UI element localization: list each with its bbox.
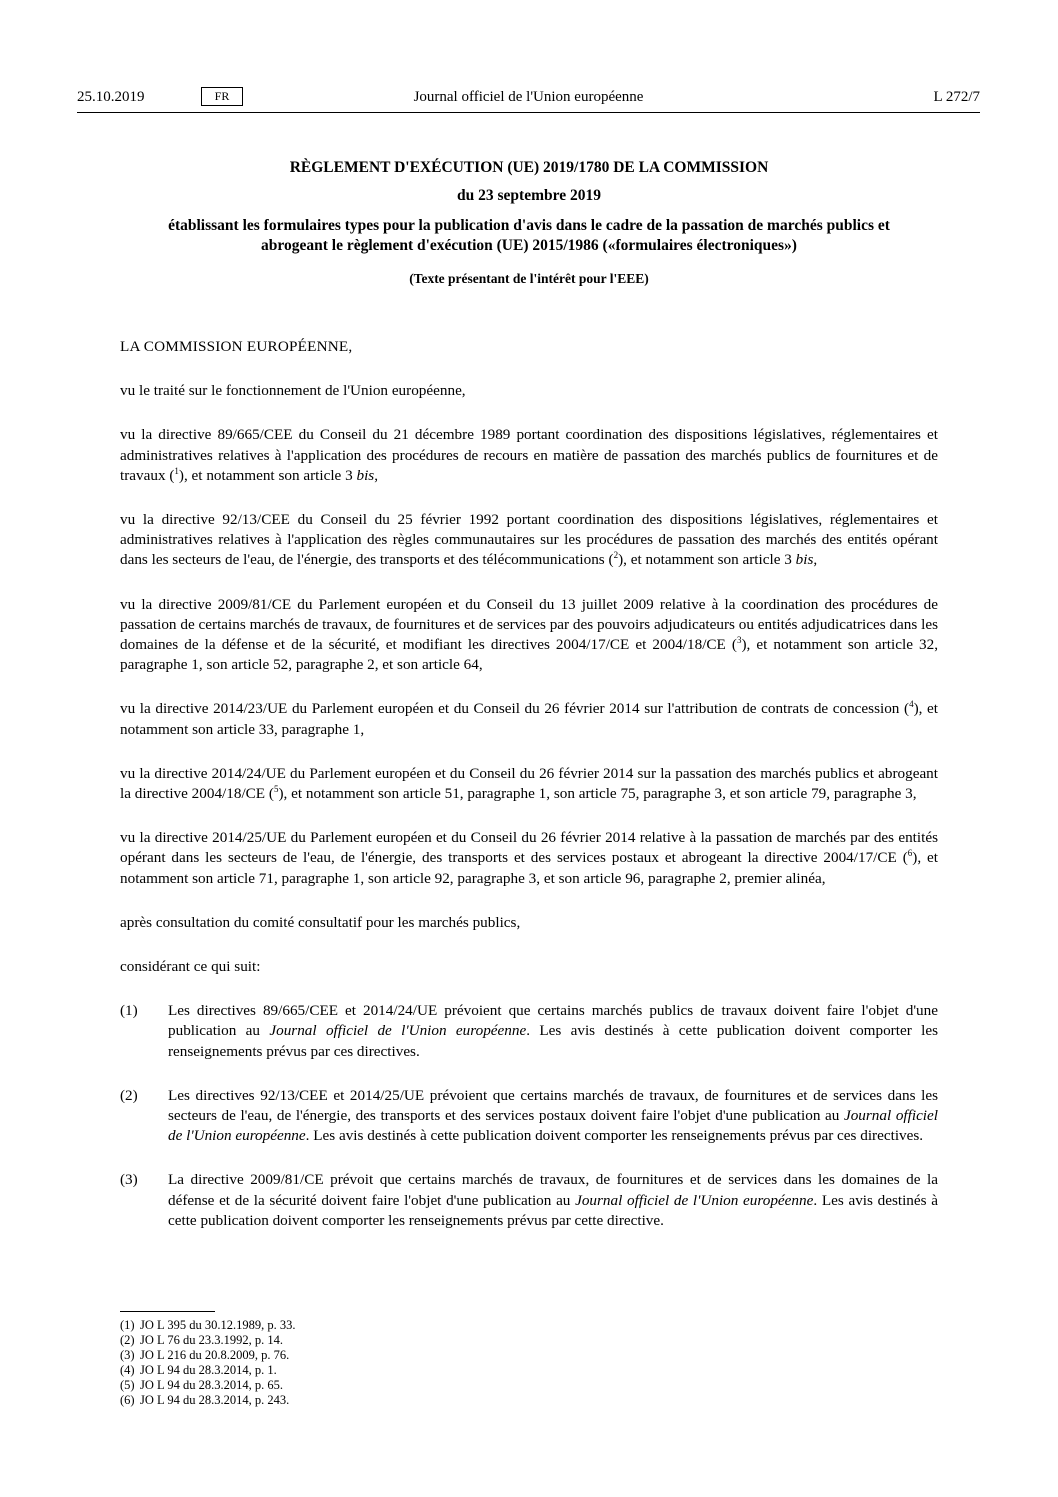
recital-text: Les directives 89/665/CEE et 2014/24/UE prévoient que certains marchés publics de travaux doivent faire l'objet d'une publication au Journal officiel de l'Union européenne. Les avis destinés à cette publication doivent comporter les renseignements prévus par ces directives.	[168, 1002, 938, 1060]
footnote-divider	[120, 1311, 215, 1312]
commission-heading: LA COMMISSION EUROPÉENNE,	[120, 338, 353, 355]
recital-text: Les directives 92/13/CEE et 2014/25/UE prévoient que certains marchés de travaux, de fournitures et de services dans les secteurs de l'eau, de l'énergie, des transports et des services postaux doivent faire l'objet d'une publication au Journal officiel de l'Union européenne. Les avis destinés à cette publication doivent comporter les renseignements prévus par ces directives.	[168, 1086, 938, 1145]
footnote-text: JO L 76 du 23.3.1992, p. 14.	[140, 1333, 283, 1347]
footnote-mark: (5)	[120, 1378, 135, 1392]
language-badge: FR	[201, 87, 243, 106]
footnote-mark: (4)	[120, 1363, 135, 1377]
footnote-ref[interactable]: 2	[613, 550, 619, 561]
footnote-ref[interactable]: 5	[273, 783, 279, 794]
footnote-text: JO L 94 du 28.3.2014, p. 243.	[140, 1393, 290, 1407]
regulation-subject: établissant les formulaires types pour la publication d'avis dans le cadre de la passation de marchés publics et abrogeant le règlement d'exécution (UE) 2015/1986 («formulaires électroniques»)	[168, 217, 890, 254]
footnote-item	[120, 1393, 520, 1408]
footnotes	[120, 1318, 520, 1408]
page-header	[77, 87, 980, 113]
footnote-text: JO L 94 du 28.3.2014, p. 65.	[140, 1378, 283, 1392]
footnote-item	[120, 1348, 520, 1363]
journal-title: Journal officiel de l'Union européenne	[413, 89, 644, 105]
recital-number: (3)	[120, 1171, 138, 1189]
footnote-mark: (1)	[120, 1318, 135, 1332]
footnote-text: JO L 395 du 30.12.1989, p. 33.	[140, 1318, 296, 1332]
recital-text: La directive 2009/81/CE prévoit que certains marchés de travaux, de fournitures et de services dans les domaines de la défense et de la sécurité doivent faire l'objet d'une publication au Journal officiel de l'Union européenne. Les avis destinés à cette publication doivent comporter les renseignements prévus par cette directive.	[168, 1171, 938, 1229]
citation-directive-92-13: vu la directive 92/13/CEE du Conseil du 25 février 1992 portant coordination des dispositions législatives, réglementaires et administratives relatives à l'application des règles communautaires sur les procédures de passation des marchés des entités opérant dans les secteurs de l'eau, de l'énergie, des transports et des télécommunications ($^2$), et notamment son article 3 bis,	[120, 511, 938, 569]
document-body	[120, 337, 938, 1255]
recital-item	[120, 1086, 938, 1147]
footnote-item	[120, 1378, 520, 1393]
publication-date: 25.10.2019	[77, 89, 145, 105]
regulation-title-block	[110, 150, 948, 288]
citation-directive-2014-25: vu la directive 2014/25/UE du Parlement européen et du Conseil du 26 février 2014 relative à la passation de marchés par des entités opérant dans les secteurs de l'eau, de l'énergie, des transports et des services postaux et abrogeant la directive 2004/17/CE ($^6$), et notamment son article 71, paragraphe 1, son article 92, paragraphe 3, et son article 96, paragraphe 2, premier alinéa,	[120, 829, 938, 887]
footnote-item	[120, 1333, 520, 1348]
whereas-intro: considérant ce qui suit:	[120, 958, 261, 976]
citation-directive-2014-24: vu la directive 2014/24/UE du Parlement européen et du Conseil du 26 février 2014 sur la passation des marchés publics et abrogeant la directive 2004/18/CE ($^5$), et notamment son article 51, paragraphe 1, son article 75, paragraphe 3, et son article 79, paragraphe 3,	[120, 764, 938, 803]
recital-item	[120, 1170, 938, 1231]
footnote-ref[interactable]: 3	[736, 634, 742, 645]
citation-directive-89-665: vu la directive 89/665/CEE du Conseil du 21 décembre 1989 portant coordination des dispositions législatives, réglementaires et administratives relatives à l'application des procédures de recours en matière de passation des marchés publics de fournitures et de travaux ($^1$), et notamment son article 3 bis,	[120, 426, 938, 484]
consultation-statement: après consultation du comité consultatif pour les marchés publics,	[120, 913, 521, 931]
page-reference: L 272/7	[933, 89, 980, 105]
footnote-text: JO L 94 du 28.3.2014, p. 1.	[140, 1363, 277, 1377]
footnote-text: JO L 216 du 20.8.2009, p. 76.	[140, 1348, 290, 1362]
recital-number: (1)	[120, 1002, 138, 1020]
footnote-ref[interactable]: 4	[909, 699, 914, 710]
recital-item	[120, 1001, 938, 1062]
regulation-date: du 23 septembre 2019	[457, 187, 601, 204]
footnote-item	[120, 1318, 520, 1333]
citation-directive-2009-81: vu la directive 2009/81/CE du Parlement européen et du Conseil du 13 juillet 2009 relative à la coordination des procédures de passation de certains marchés de travaux, de fournitures et de services par des pouvoirs adjudicateurs ou entités adjudicatrices dans les domaines de la défense et de la sécurité, et modifiant les directives 2004/17/CE et 2004/18/CE ($^3$), et notamment son article 32, paragraphe 1, son article 52, paragraphe 2, et son article 64,	[120, 595, 938, 674]
footnote-ref[interactable]: 1	[174, 465, 179, 476]
footnote-ref[interactable]: 6	[907, 848, 913, 859]
citation-directive-2014-23: vu la directive 2014/23/UE du Parlement européen et du Conseil du 26 février 2014 sur l'attribution de contrats de concession ($^4$), et notamment son article 33, paragraphe 1,	[120, 699, 938, 738]
footnote-item	[120, 1363, 520, 1378]
regulation-title: RÈGLEMENT D'EXÉCUTION (UE) 2019/1780 DE LA COMMISSION	[289, 159, 769, 176]
citation-treaty: vu le traité sur le fonctionnement de l'Union européenne,	[120, 382, 466, 400]
eea-relevance-note: (Texte présentant de l'intérêt pour l'EEE)	[409, 271, 649, 286]
recital-number: (2)	[120, 1086, 138, 1104]
footnote-mark: (3)	[120, 1348, 135, 1362]
footnote-mark: (6)	[120, 1393, 135, 1407]
footnote-mark: (2)	[120, 1333, 135, 1347]
header-divider	[77, 112, 980, 113]
